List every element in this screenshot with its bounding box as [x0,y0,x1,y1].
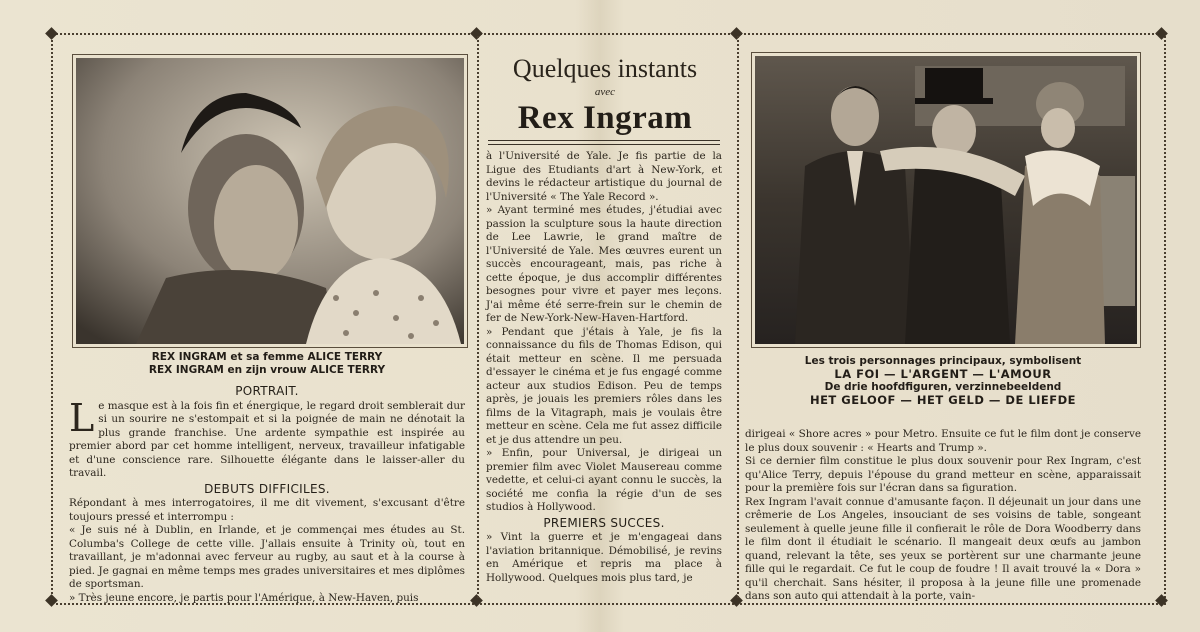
paragraph: » Vint la guerre et je m'engageai dans l'aviation britannique. Démobilisé, je revins en Amérique et repris ma place à Hollywood. Quelques mois plus tard, je [486,531,722,584]
paragraph: Rex Ingram l'avait connue d'amusante façon. Il déjeunait un jour dans une crêmerie de Los Angeles, insouciant de ses voisins de table, songeant seulement à quelle jeune fille il confierait le rôle de Dora Woodberry dans le film dont il étudiait le scénario. Il mangeait deux œufs au jambon quand, relevant la tête, ses yeux se portèrent sur une charmante jeune fille qui le regardait. Ce fut le coup de foudre ! Il avait trouvé la « Dora » qu'il cherchait. Sans hésiter, il proposa à la jeune fille une promenade dans son auto qui attendait à la porte, vain- [745,495,1141,602]
title-line-1: Quelques instants [512,54,698,83]
heading-premiers-succes: PREMIERS SUCCES. [543,515,665,530]
title-rule [488,140,720,141]
paragraph: « Je suis né à Dublin, en Irlande, et je commençai mes études au St. Columba's College de cette ville. J'allais ensuite à Trinity où, tout en travaillant, je m'adonnai avec ferveur au rugby, au saut et à la course à pied. Je gagnai en même temps mes grades universitaires et mes diplômes de sportsman. [69,524,465,590]
paragraph: » Enfin, pour Universal, je dirigeai un premier film avec Violet Mausereau comme vedette, et celui-ci ayant connu le succès, la société me confia la régie d'un de ses studios à Hollywood. [486,447,722,513]
caption-french: REX INGRAM et sa femme ALICE TERRY [151,351,383,363]
paragraph: » Pendant que j'étais à Yale, je fis la connaissance du fils de Thomas Edison, qui était metteur en scène. Il me persuada d'essayer le cinéma et je fus engagé comme acteur aux studios Edison. Peu de temps après, je jouais les premiers rôles dans les films de la Vitagraph, mais je voulais être metteur en scène. Cela me fut assez difficile et je dus attendre un peu. [486,325,722,446]
heading-portrait: PORTRAIT. [235,384,299,398]
caption-right-line1: Les trois personnages principaux, symbolisent [804,355,1082,367]
paragraph: Répondant à mes interrogatoires, il me dit vivement, s'excusant d'être toujours pressé et interrompu : [69,497,465,523]
photo-three-characters [752,53,1140,347]
column-divider-right [737,36,739,598]
caption-right-line3: De drie hoofdfiguren, verzinnebeeldend [824,381,1062,393]
paragraph: Si ce dernier film constitue le plus doux souvenir pour Rex Ingram, c'est qu'Alice Terry, depuis l'épouse du grand metteur en scène, apparaissait pour la première fois sur l'écran dans sa figuration. [745,455,1141,494]
title-rex-ingram: Rex Ingram [517,100,693,136]
drop-cap: L [69,395,95,440]
photo-rex-ingram-alice-terry [73,55,467,347]
paragraph: » Ayant terminé mes études, j'étudiai avec passion la sculpture sous la haute direction de Lee Lawrie, le grand maître de l'Université de Yale. Mes œuvres eurent un succès encourageant, mais, pas riche à cette époque, je dus accomplir différentes besognes pour vivre et payer mes leçons. J'ai même été serre-frein sur le chemin de fer de New-York-New-Haven-Hartford. [486,204,722,324]
paragraph-portrait [69,395,465,481]
portrait-text: e masque est à la fois fin et énergique, le regard droit semblerait dur si un sourire ne s'estompait et si la poignée de main ne dénotait la plus grande franchise. Une ardente sympathie est inspirée au premier abord par cet homme intelligent, nerveux, travailleur infatigable et d'une conscience rare. Silhouette élégante dans le laisser-aller du travail. [69,399,465,479]
heading-debuts: DEBUTS DIFFICILES. [204,481,330,496]
caption-right-line4: HET GELOOF — HET GELD — DE LIEFDE [809,393,1077,407]
caption-right-line2: LA FOI — L'ARGENT — L'AMOUR [834,367,1052,381]
paragraph: dirigeai « Shore acres » pour Metro. Ensuite ce fut le film dont je conserve le plus doux souvenir : « Hearts and Trump ». [745,428,1141,454]
paragraph: » Très jeune encore, je partis pour l'Amérique, à New-Haven, puis [69,591,419,604]
column-divider-left [477,36,479,598]
title-line-2: avec [594,86,616,98]
caption-dutch: REX INGRAM en zijn vrouw ALICE TERRY [148,364,386,376]
paragraph: à l'Université de Yale. Je fis partie de la Ligue des Etudiants d'art à New-York, et devins le rédacteur artistique du journal de l'Université « The Yale Record ». [486,150,722,203]
title-rule [488,144,720,145]
